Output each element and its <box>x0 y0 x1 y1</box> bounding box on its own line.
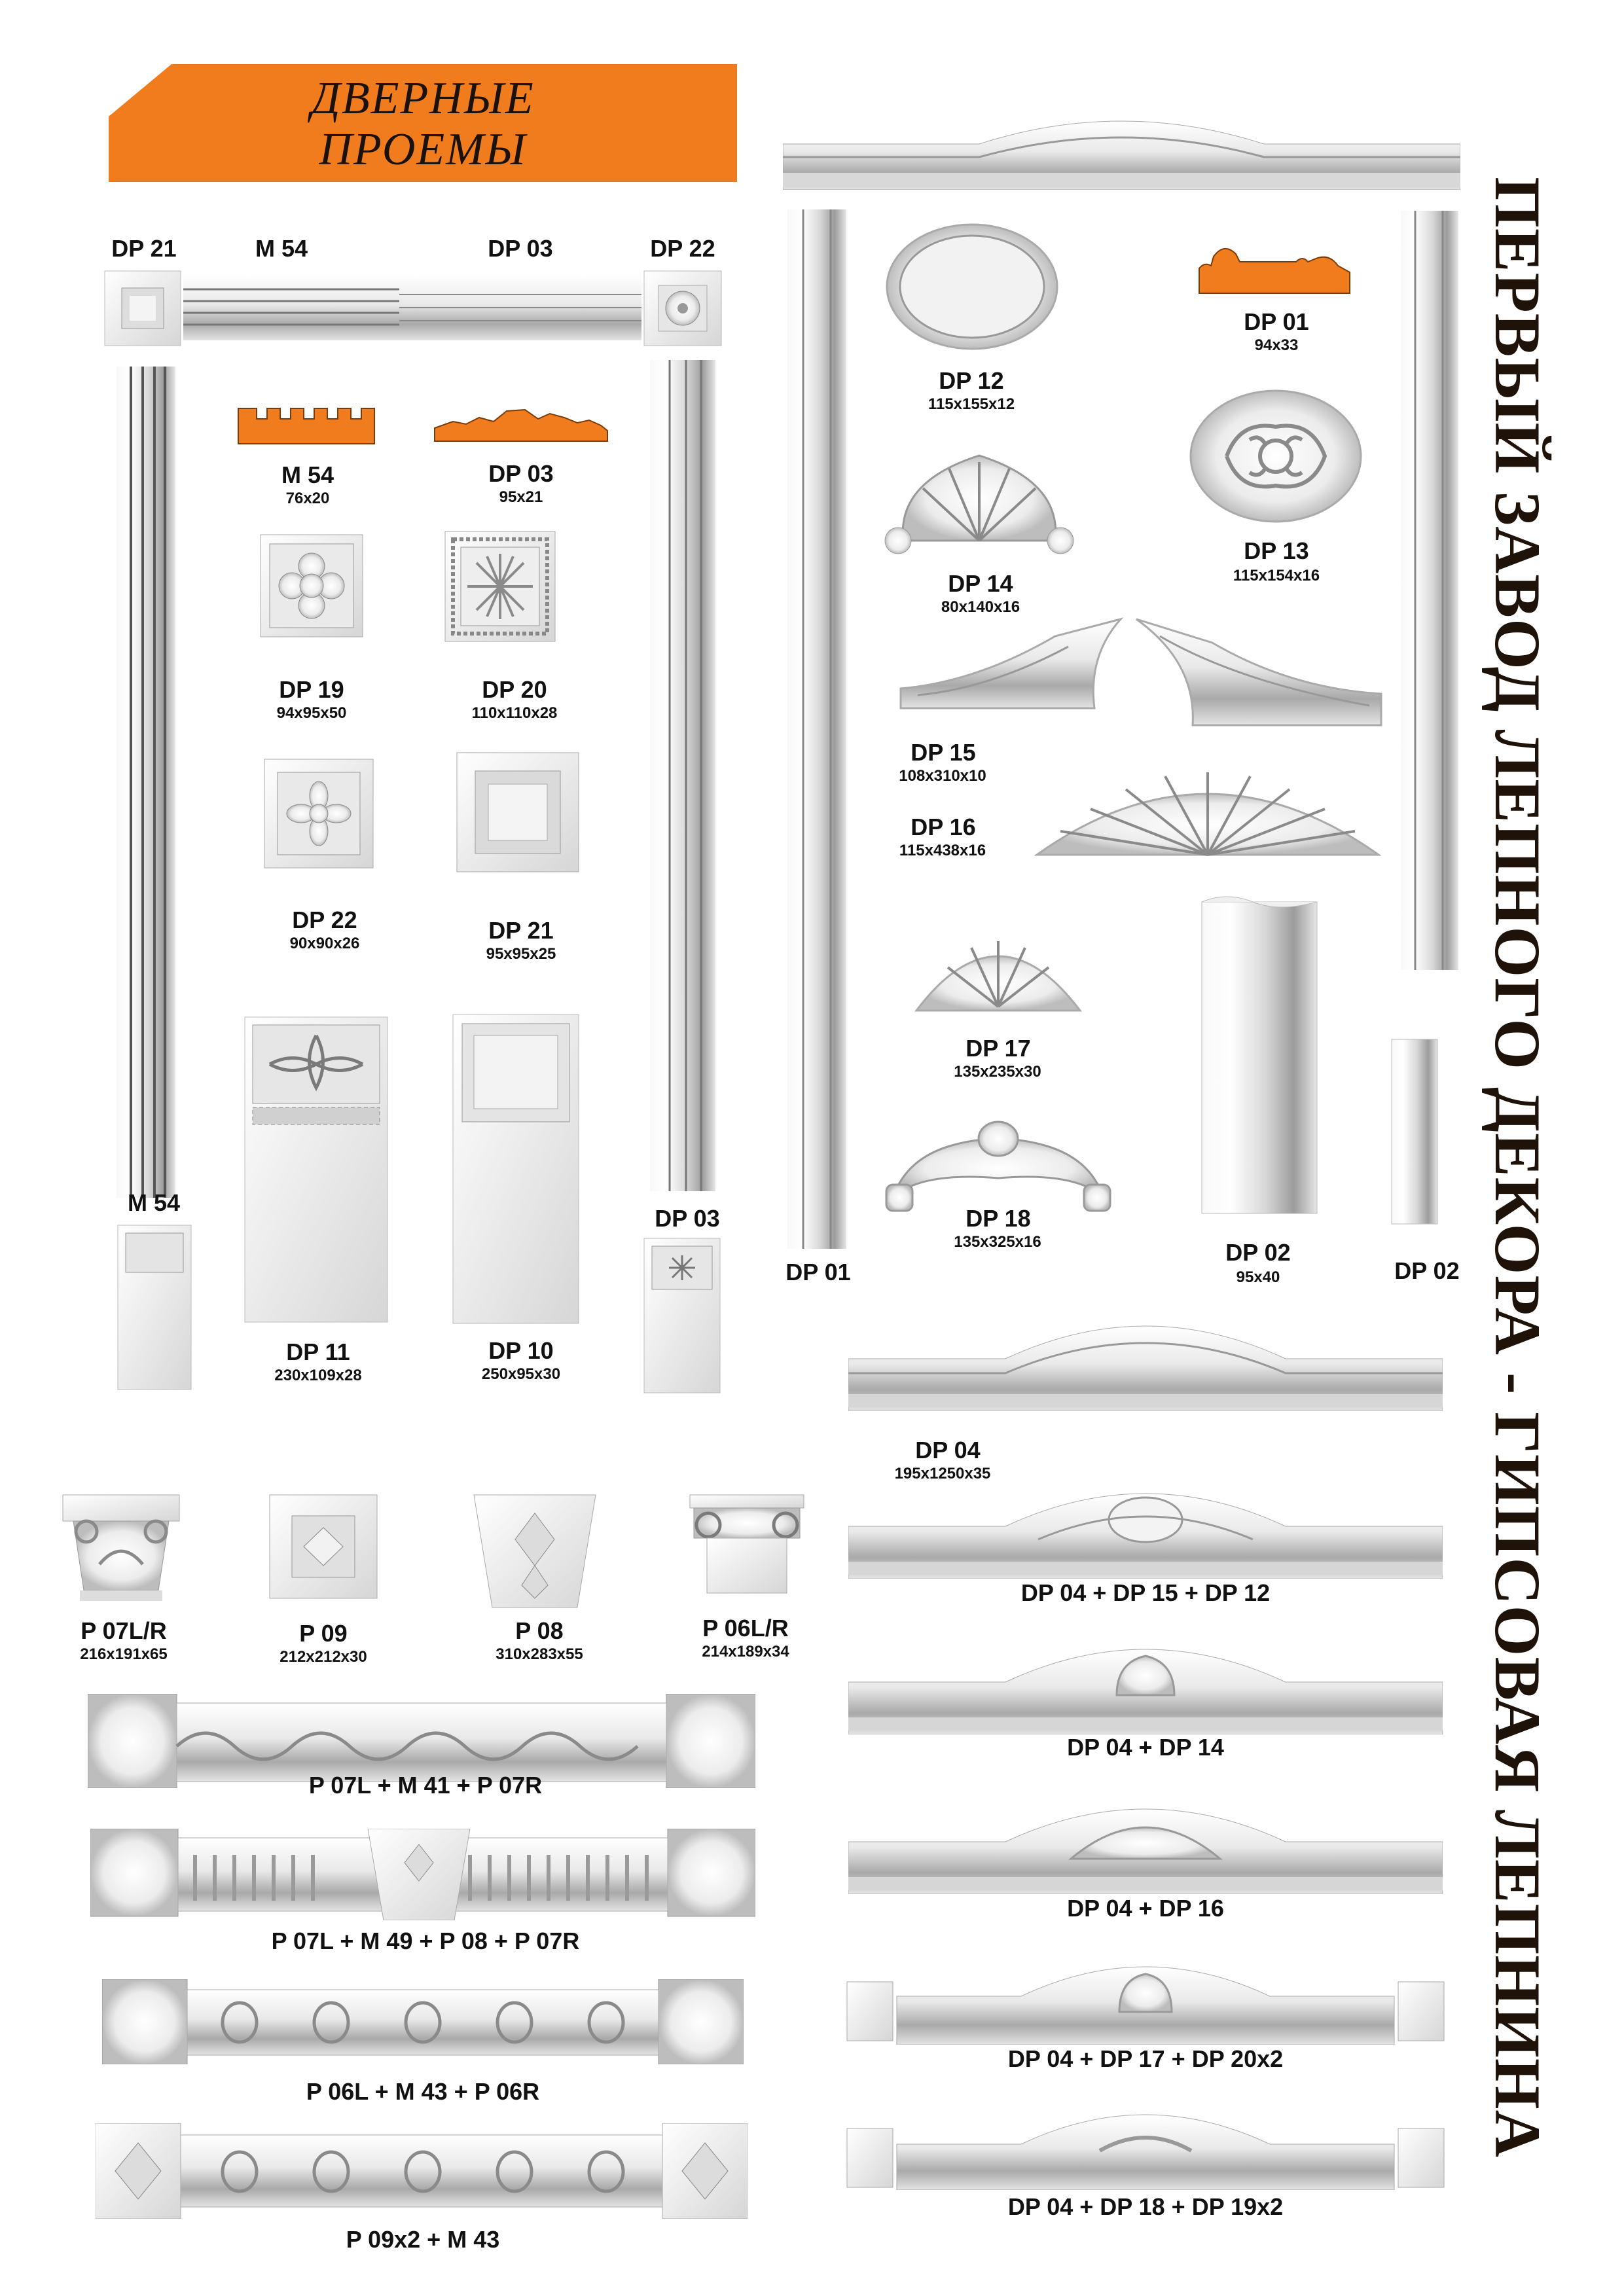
dp14-size: 80x140x16 <box>941 598 1020 616</box>
dp22-name: DP 22 <box>292 906 357 933</box>
dp13-name: DP 13 <box>1244 537 1309 564</box>
dp15-name: DP 15 <box>911 739 976 766</box>
dp12-name: DP 12 <box>939 367 1004 394</box>
dp14-shell-ornament <box>884 442 1075 558</box>
p07-size: 216x191x65 <box>80 1645 168 1663</box>
combo-r5-label: DP 04 + DP 18 + DP 19x2 <box>1007 2193 1284 2220</box>
dp02-name: DP 02 <box>1225 1239 1291 1266</box>
dp19-rosette <box>259 533 364 638</box>
dp21-block-top <box>103 270 182 347</box>
m54-profile-name: M 54 <box>281 461 334 488</box>
dp16-name: DP 16 <box>911 814 976 840</box>
combo-dp04-dp17-dp20x2 <box>844 1950 1447 2045</box>
banner-line-2: ПРОЕМЫ <box>319 124 527 175</box>
dp12-size: 115x155x12 <box>928 395 1015 413</box>
p06-name: P 06L/R <box>702 1615 789 1641</box>
dp19-name: DP 19 <box>279 676 344 703</box>
label-dp22-top: DP 22 <box>650 235 715 262</box>
combo-p09x2-m43 <box>96 2123 748 2219</box>
combo-dp04-dp16 <box>848 1796 1443 1894</box>
dp11-plinth-block <box>244 1016 389 1323</box>
m54-jamb-left <box>117 367 175 1198</box>
dp11-name: DP 11 <box>286 1338 350 1365</box>
dp01-jamb-right <box>1401 211 1458 970</box>
label-m54-bottom: M 54 <box>127 1189 181 1216</box>
dp18-swag-ornament <box>880 1119 1117 1217</box>
dp20-rosette <box>444 530 556 643</box>
dp16-fan-ornament <box>1034 759 1381 857</box>
dp16-size: 115x438x16 <box>899 842 986 859</box>
banner-title <box>109 73 737 175</box>
p09-block <box>268 1494 378 1600</box>
dp02-pilaster-small <box>1390 1035 1439 1225</box>
dp03-plinth <box>643 1237 721 1394</box>
dp02-pilaster-large <box>1200 895 1318 1215</box>
dp17-size: 135x235x30 <box>954 1063 1041 1081</box>
dp18-size: 135x325x16 <box>954 1233 1041 1251</box>
dp12-oval-medallion <box>884 221 1060 352</box>
dp19-size: 94x95x50 <box>276 704 347 722</box>
dp04-size: 195x1250x35 <box>894 1465 991 1482</box>
dp03-jamb-right <box>650 360 715 1191</box>
dp10-size: 250x95x30 <box>481 1365 561 1383</box>
dp03-profile-name: DP 03 <box>488 460 554 487</box>
p08-size: 310x283x55 <box>496 1645 583 1663</box>
label-m54-top: M 54 <box>255 235 308 262</box>
dp01-profile-name: DP 01 <box>1244 308 1309 335</box>
dp04-arched-pediment-top <box>783 105 1460 190</box>
dp03-profile-size: 95x21 <box>499 488 543 506</box>
combo-dp04-dp15-dp12 <box>848 1480 1443 1579</box>
dp14-name: DP 14 <box>948 570 1013 597</box>
dp04-name: DP 04 <box>915 1437 981 1463</box>
dp22-rosette <box>263 758 374 869</box>
p08-name: P 08 <box>515 1617 564 1644</box>
dp13-size: 115x154x16 <box>1233 567 1320 584</box>
dp20-size: 110x110x28 <box>471 704 558 722</box>
dp20-name: DP 20 <box>482 676 547 703</box>
p06-size: 214x189x34 <box>702 1643 789 1660</box>
p08-keystone <box>473 1494 597 1609</box>
banner-line-1: ДВЕРНЫЕ <box>311 73 535 124</box>
dp03-profile-shape <box>433 404 609 442</box>
dp01-jamb-left <box>787 209 846 1249</box>
dp15-pediment-right <box>1134 617 1384 728</box>
p07-capital <box>60 1492 182 1604</box>
combo-r3-label: DP 04 + DP 16 <box>1067 1895 1224 1922</box>
combo-r2-label: DP 04 + DP 14 <box>1067 1734 1224 1761</box>
combo-p07-m49-p08-p07 <box>90 1829 755 1920</box>
dp03-rail-top <box>399 275 641 340</box>
dp04-arched-cornice <box>848 1313 1443 1411</box>
dp21-block <box>456 751 580 873</box>
combo-r4-label: DP 04 + DP 17 + DP 20x2 <box>1007 2045 1284 2072</box>
label-dp03-top: DP 03 <box>488 235 553 262</box>
vertical-company-title: ПЕРВЫЙ ЗАВОД ЛЕПНОГО ДЕКОРА - ГИПСОВАЯ ЛЕПНИНА <box>1481 176 1554 2158</box>
label-dp03-bottom: DP 03 <box>655 1205 720 1232</box>
dp18-name: DP 18 <box>965 1205 1031 1232</box>
dp10-name: DP 10 <box>488 1337 554 1364</box>
dp22-size: 90x90x26 <box>289 935 360 952</box>
dp02b-name: DP 02 <box>1394 1257 1460 1284</box>
combo-c1-label: P 07L + M 41 + P 07R <box>308 1772 543 1799</box>
m54-profile-shape <box>237 404 376 445</box>
p07-name: P 07L/R <box>81 1617 167 1644</box>
combo-c4-label: P 09x2 + M 43 <box>346 2226 500 2253</box>
dp17-name: DP 17 <box>965 1035 1031 1062</box>
p06-ionic-capital <box>687 1492 806 1597</box>
p09-name: P 09 <box>299 1620 348 1647</box>
dp02-size: 95x40 <box>1236 1268 1280 1286</box>
dp21-size: 95x95x25 <box>486 945 556 963</box>
combo-r1-label: DP 04 + DP 15 + DP 12 <box>1020 1579 1271 1606</box>
dp21-name: DP 21 <box>488 917 554 944</box>
p09-size: 212x212x30 <box>280 1648 367 1666</box>
dp15-size: 108x310x10 <box>899 767 986 785</box>
dp01-profile-size: 94x33 <box>1254 336 1299 354</box>
combo-c2-label: P 07L + M 49 + P 08 + P 07R <box>271 1928 580 1954</box>
m54-plinth <box>117 1224 192 1391</box>
m54-profile-size: 76x20 <box>285 490 330 507</box>
combo-dp04-dp18-dp19x2 <box>844 2098 1447 2190</box>
dp01-profile-shape <box>1198 242 1351 295</box>
label-dp21-top: DP 21 <box>111 235 177 262</box>
combo-dp04-dp14 <box>848 1636 1443 1734</box>
combo-p06-m43-p06 <box>102 1979 744 2064</box>
dp22-block-top <box>643 270 723 347</box>
dp13-ornate-medallion <box>1187 387 1364 525</box>
dp17-shell-ornament <box>912 922 1084 1013</box>
combo-c3-label: P 06L + M 43 + P 06R <box>306 2078 540 2105</box>
dp15-pediment-left <box>898 617 1125 711</box>
dp11-size: 230x109x28 <box>274 1367 362 1384</box>
dp10-plinth-block <box>452 1013 580 1325</box>
m54-rail-top <box>183 275 399 340</box>
dp01b-name: DP 01 <box>785 1259 851 1285</box>
